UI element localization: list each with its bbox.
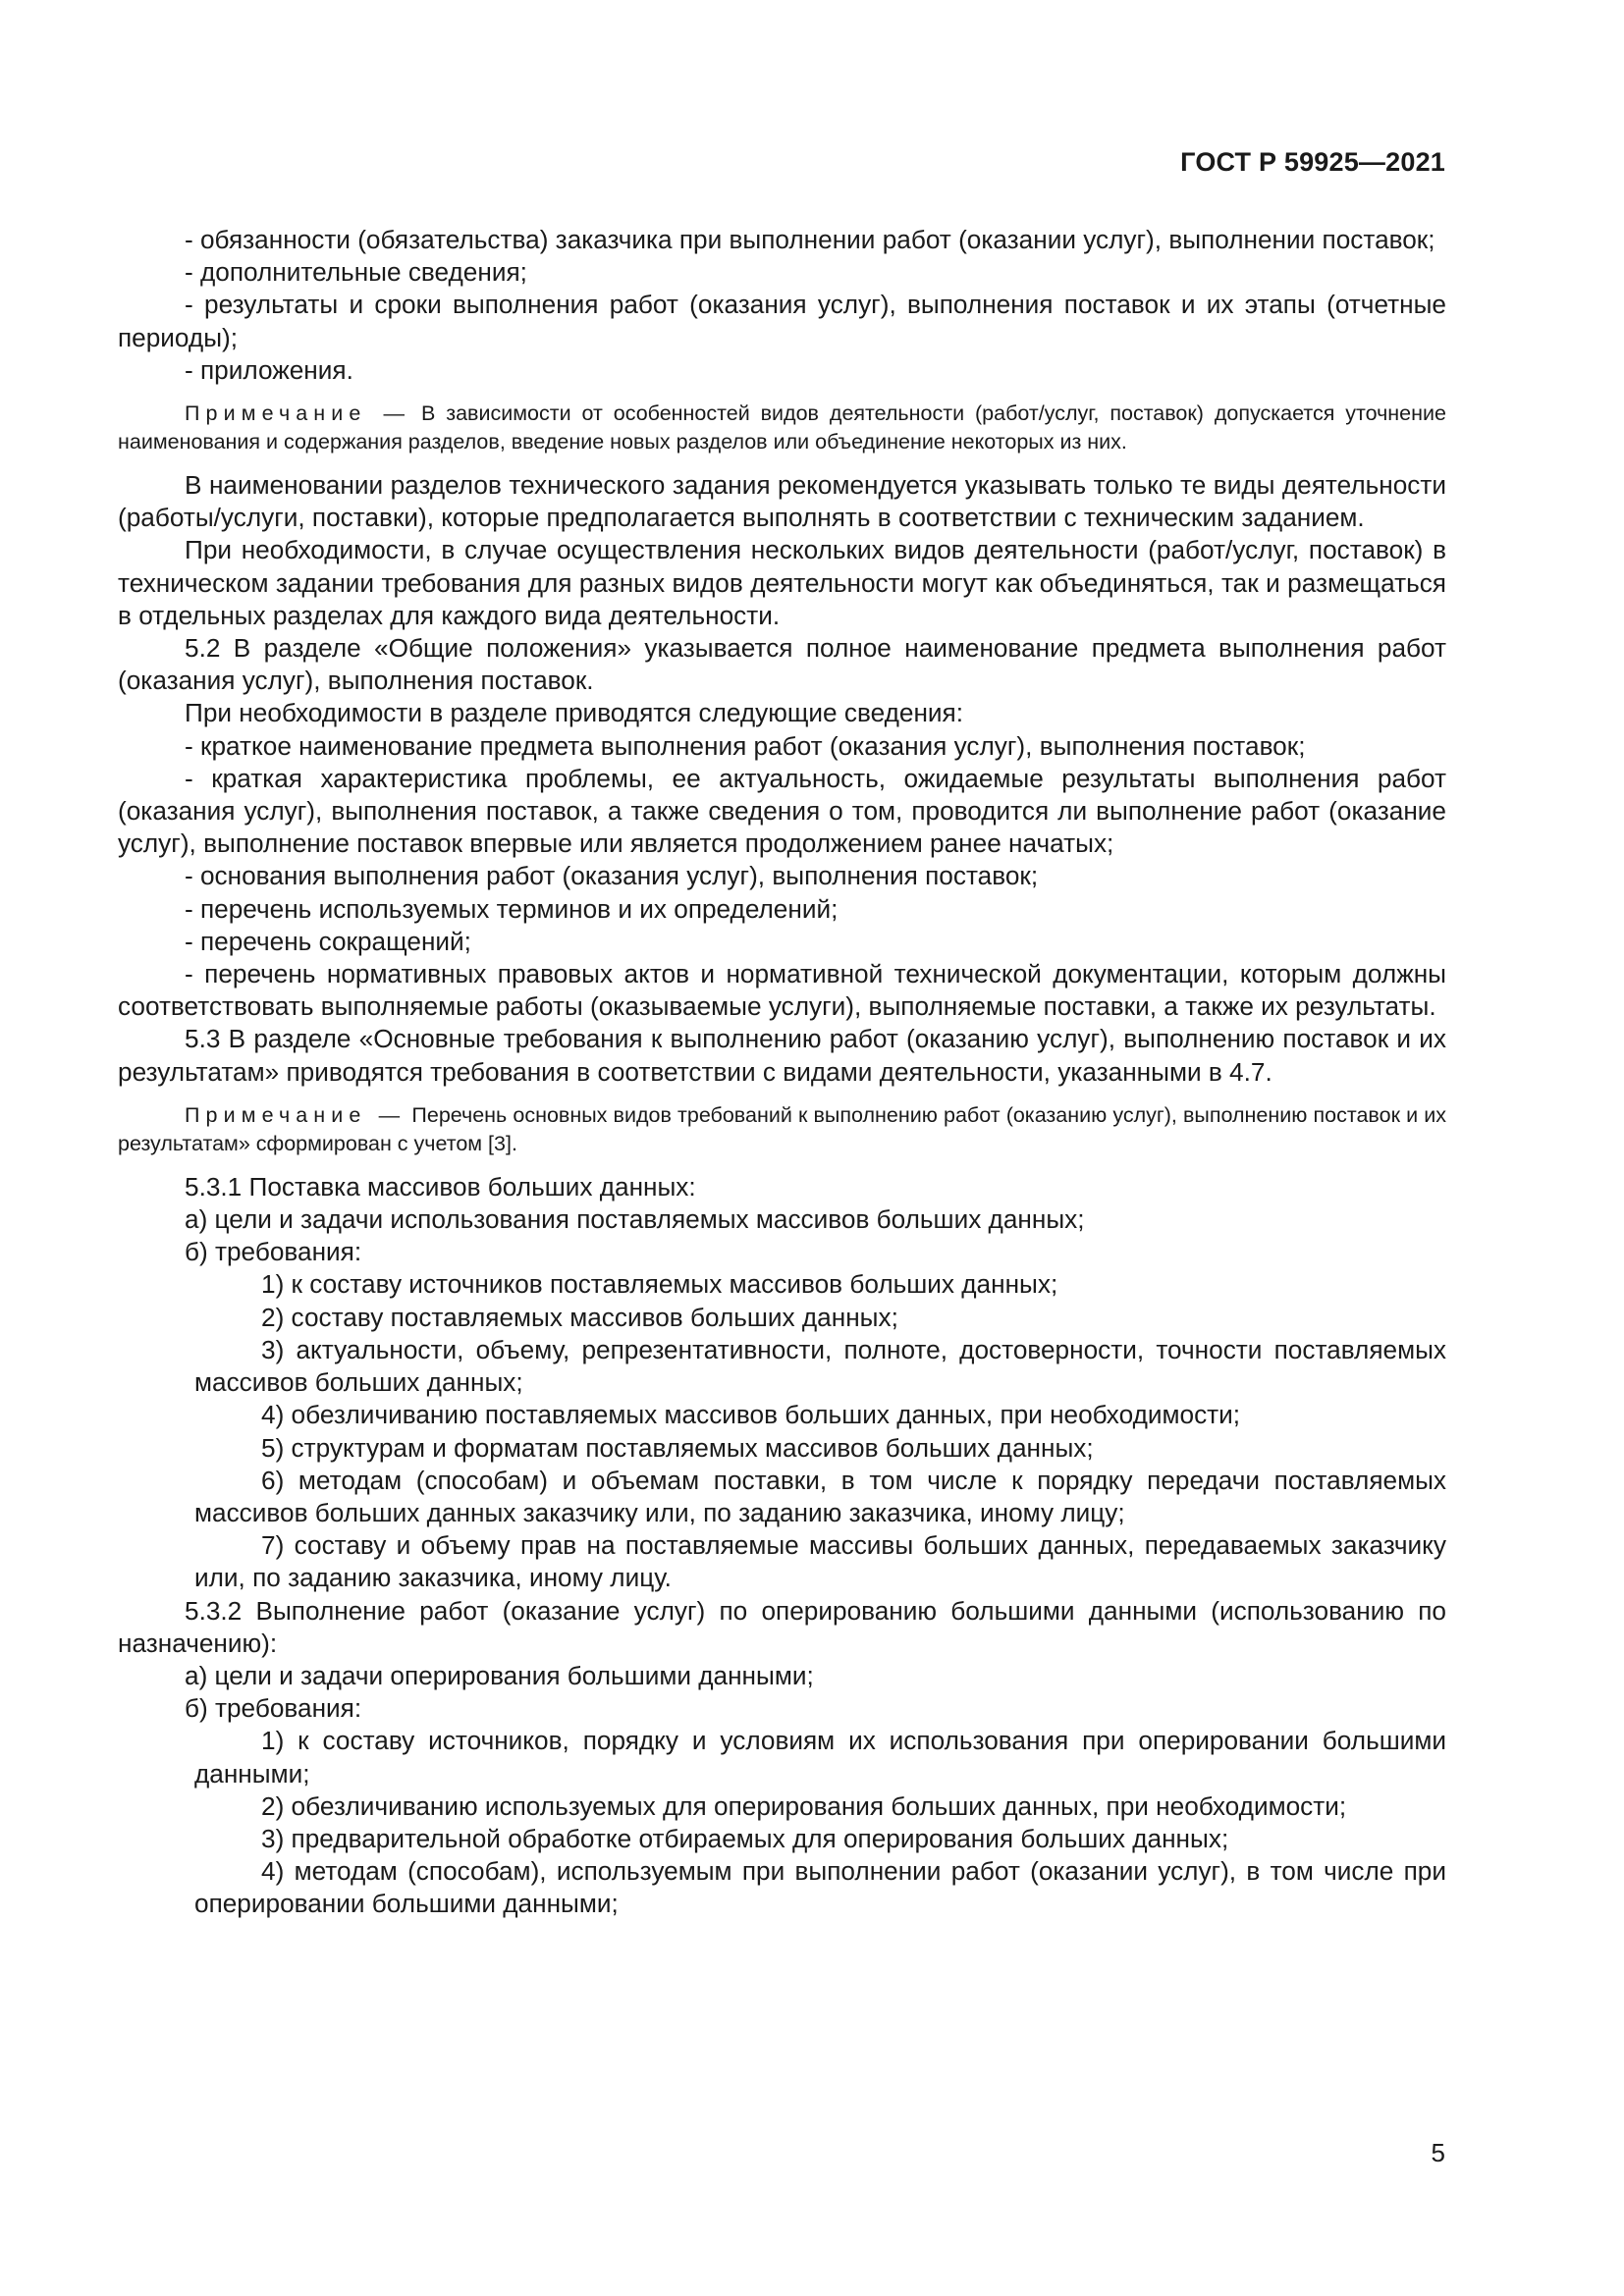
list-item: 7) составу и объему прав на поставляемые массивы больших данных, передаваемых заказчику или, по заданию заказчика, иному лицу. xyxy=(194,1530,1446,1593)
paragraph: а) цели и задачи использования поставляемых массивов больших данных; xyxy=(185,1204,1085,1235)
paragraph: - перечень сокращений; xyxy=(185,926,471,956)
paragraph: В наименовании разделов технического задания рекомендуется указывать только те виды деятельности (работы/услуги, поставки), которые предполагается выполнять в соответствии с техническим заданием. xyxy=(118,470,1446,533)
note-label: Примечание — xyxy=(185,401,411,426)
paragraph: б) требования: xyxy=(185,1237,362,1267)
paragraph: 5.2 В разделе «Общие положения» указывается полное наименование предмета выполнения работ (оказания услуг), выполнения поставок. xyxy=(118,633,1446,696)
note xyxy=(118,1101,1446,1158)
list-item: 3) предварительной обработке отбираемых для оперирования больших данных; xyxy=(261,1823,1229,1853)
note xyxy=(118,400,1446,456)
list-item: 1) к составу источников, порядку и условиям их использования при оперировании большими данными; xyxy=(194,1726,1446,1789)
paragraph: 5.3 В разделе «Основные требования к выполнению работ (оказанию услуг), выполнению поставок и их результатам» приводятся требования в соответствии с видами деятельности, указанными в 4.7. xyxy=(118,1024,1446,1087)
paragraph: - результаты и сроки выполнения работ (оказания услуг), выполнения поставок и их этапы (отчетные периоды); xyxy=(118,290,1446,352)
paragraph: - дополнительные сведения; xyxy=(185,257,527,288)
note-label: Примечание — xyxy=(185,1102,406,1127)
paragraph: - перечень нормативных правовых актов и нормативной технической документации, которым должны соответствовать выполняемые работы (оказываемые услуги), выполняемые поставки, а также их результаты. xyxy=(118,959,1446,1022)
paragraph: - обязанности (обязательства) заказчика при выполнении работ (оказании услуг), выполнении поставок; xyxy=(185,225,1435,254)
list-item: 5) структурам и форматам поставляемых массивов больших данных; xyxy=(261,1432,1094,1463)
page-number: 5 xyxy=(1431,2138,1445,2167)
paragraph: - основания выполнения работ (оказания услуг), выполнения поставок; xyxy=(185,861,1039,891)
list-item: 3) актуальности, объему, репрезентативности, полноте, достоверности, точности поставляемых массивов больших данных; xyxy=(194,1334,1446,1398)
note-text: В зависимости от особенностей видов деятельности (работ/услуг, поставок) допускается уточнение наименования и содержания разделов, введение новых разделов или объединение некоторых из них. xyxy=(118,401,1446,454)
list-item: 4) обезличиванию поставляемых массивов больших данных, при необходимости; xyxy=(261,1400,1241,1430)
list-item: 1) к составу источников поставляемых массивов больших данных; xyxy=(261,1269,1058,1300)
document-body xyxy=(118,224,1446,1921)
list-item: 6) методам (способам) и объемам поставки, в том числе к порядку передачи поставляемых массивов больших данных заказчику или, по заданию заказчика, иному лицу; xyxy=(194,1465,1446,1527)
paragraph: б) требования: xyxy=(185,1693,362,1724)
list-item: 4) методам (способам), используемым при выполнении работ (оказании услуг), в том числе при оперировании большими данными; xyxy=(194,1856,1446,1919)
paragraph: При необходимости, в случае осуществления нескольких видов деятельности (работ/услуг, поставок) в техническом задании требования для разных видов деятельности могут как объединяться, так и размещаться в отдельных разделах для каждого вида деятельности. xyxy=(118,535,1446,630)
paragraph: - приложения. xyxy=(185,354,353,385)
list-item: 2) составу поставляемых массивов больших данных; xyxy=(261,1302,898,1332)
paragraph: - краткая характеристика проблемы, ее актуальность, ожидаемые результаты выполнения работ (оказания услуг), выполнения поставок, а также сведения о том, проводится ли выполнение работ (оказание услуг), выполнение поставок впервые или является продолжением ранее начатых; xyxy=(118,763,1446,859)
paragraph: 5.3.1 Поставка массивов больших данных: xyxy=(185,1171,696,1201)
note-text: Перечень основных видов требований к выполнению работ (оказанию услуг), выполнению поставок и их результатам» сформирован с учетом [3]. xyxy=(118,1102,1446,1155)
list-item: 2) обезличиванию используемых для оперирования больших данных, при необходимости; xyxy=(261,1790,1347,1821)
paragraph: а) цели и задачи оперирования большими данными; xyxy=(185,1660,814,1690)
paragraph: 5.3.2 Выполнение работ (оказание услуг) по оперированию большими данными (использованию по назначению): xyxy=(118,1595,1446,1658)
paragraph: - перечень используемых терминов и их определений; xyxy=(185,893,839,924)
paragraph: При необходимости в разделе приводятся следующие сведения: xyxy=(185,698,963,728)
paragraph: - краткое наименование предмета выполнения работ (оказания услуг), выполнения поставок; xyxy=(185,730,1306,761)
document-id-header: ГОСТ Р 59925—2021 xyxy=(1180,147,1445,177)
